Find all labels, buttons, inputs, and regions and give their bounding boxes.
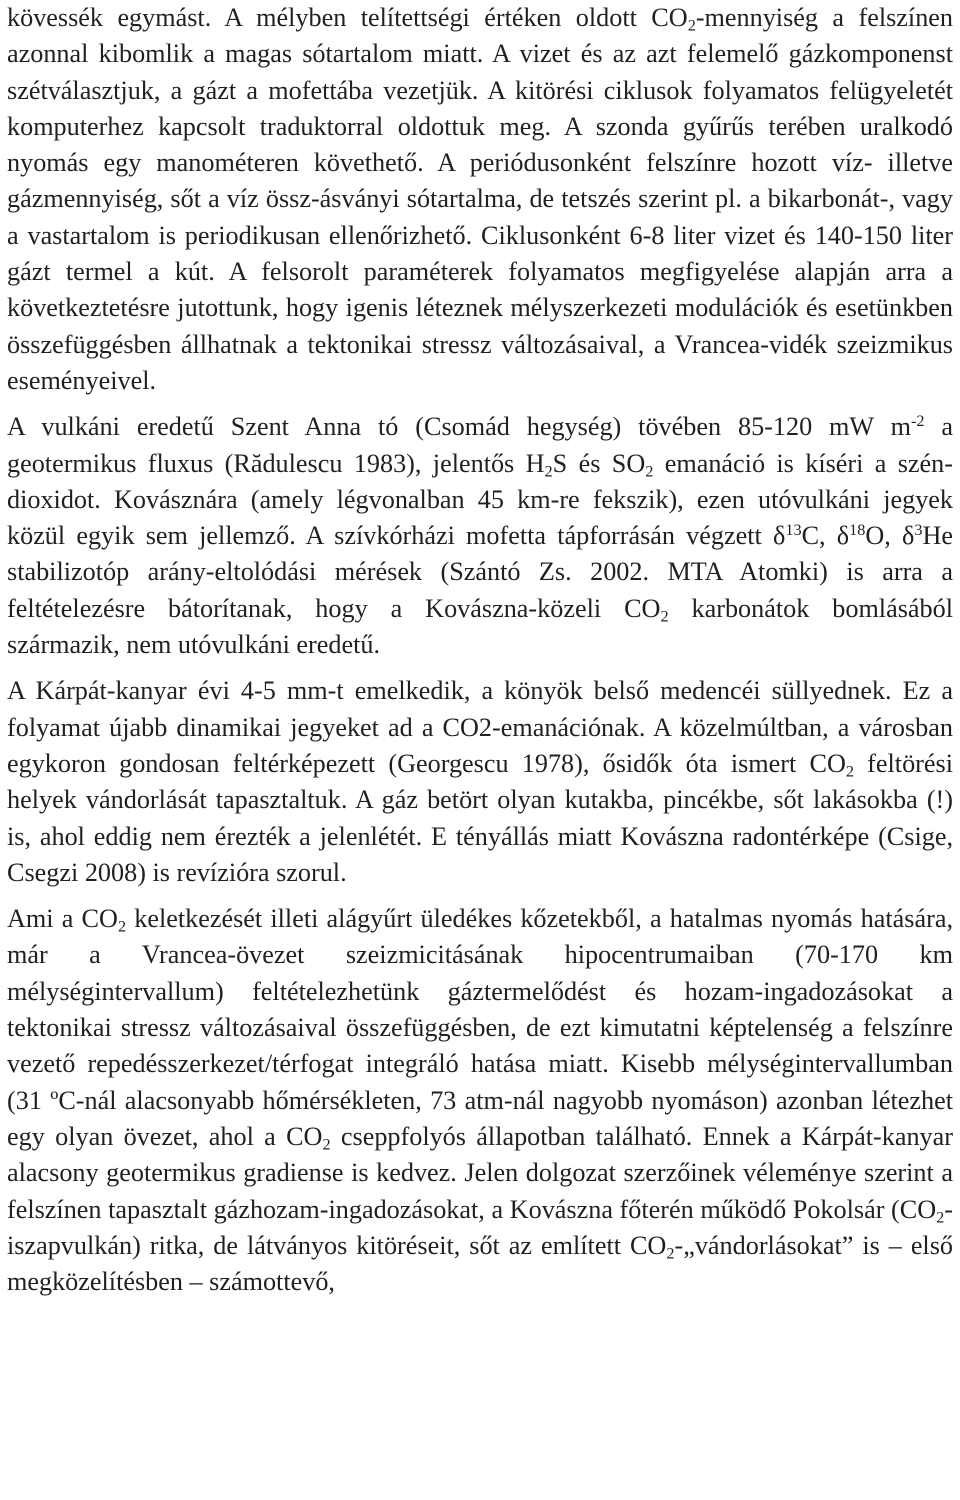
text-run: emanáció is kíséri a szén-dioxidot. Kovásznára (amely légvonalban 45 km-re fekszik), ezen utóvulkáni jegyek közül egyik sem jellemző. A szívkórházi mofetta tápforrásán végzett δ xyxy=(7,448,953,551)
text-run: kövessék egymást. A mélyben telítettségi értéken oldott CO xyxy=(7,3,688,32)
subscript: 2 xyxy=(322,1135,331,1154)
text-run: a geotermikus fluxus (Rădulescu 1983), jelentős H xyxy=(7,412,954,478)
text-run: He stabilizotóp arány-eltolódási mérések (Szántó Zs. 2002. MTA Atomki) is arra a feltételezésre bátorítanak, hogy a Kovászna-közeli CO xyxy=(7,521,953,623)
paragraph-4 xyxy=(7,901,953,1300)
text-run: C, δ xyxy=(801,521,850,551)
text-run: -mennyiség a felszínen azonnal kibomlik a magas sótartalom miatt. A vizet és az azt felemelő gázkomponenst szétválasztjuk, a gázt a mofettába vezetjük. A kitörési ciklusok folyamatos felügyeletét komputerhez kapcsolt traduktorral oldottuk meg. A szonda gyűrűs terében uralkodó nyomás egy manométeren követhető. A periódusonként felszínre hozott víz- illetve gázmennyiség, sőt a víz össz-ásványi sótartalma, de tetszés szerint pl. a bikarbonát-, vagy a vastartalom is periodikusan ellenőrizhető. Ciklusonként 6-8 liter vizet és 140-150 liter gázt termel a kút. A felsorolt paraméterek folyamatos megfigyelése alapján arra a következtetésre jutottunk, hogy igenis léteznek mélyszerkezeti modulációk és esetünkben összefüggésben állhatnak a tektonikai stressz változásaival, a Vrancea-vidék szeizmikus eseményeivel. xyxy=(7,3,954,395)
paragraph-2 xyxy=(7,409,953,663)
text-run: feltörési helyek vándorlását tapasztaltuk. A gáz betört olyan kutakba, pincékbe, sőt lakásokba (!) is, ahol eddig nem érezték a jelenlétét. E tényállás miatt Kovászna radontérképe (Csige, Csegzi 2008) is revízióra szorul. xyxy=(7,748,953,887)
text-run: S és SO xyxy=(552,448,646,478)
paragraph-1 xyxy=(7,0,953,399)
text-run: -„vándorlásokat” is – első megközelítésben – számottevő, xyxy=(7,1230,953,1297)
superscript: -2 xyxy=(910,412,925,431)
subscript: 2 xyxy=(117,917,127,936)
text-run: A Kárpát-kanyar évi 4-5 mm-t emelkedik, a könyök belső medencéi süllyednek. Ez a folyamat újabb dinamikai jegyeket ad a CO2-emanációnak. A közelmúltban, a városban egykoron gondosan feltérképezett (Georgescu 1978), ősidők óta ismert CO xyxy=(7,676,953,778)
text-run: -iszapvulkán) ritka, de látványos kitöréseit, sőt az említett CO xyxy=(7,1194,953,1260)
superscript: 18 xyxy=(849,521,866,540)
superscript: 3 xyxy=(914,521,923,540)
subscript: 2 xyxy=(544,462,553,481)
text-run: O, δ xyxy=(865,521,915,551)
text-run: A vulkáni eredetű Szent Anna tó (Csomád hegység) tövében 85-120 mW m xyxy=(7,412,911,442)
superscript: 13 xyxy=(785,521,802,540)
subscript: 2 xyxy=(687,16,696,35)
subscript: 2 xyxy=(666,1244,675,1263)
subscript: 2 xyxy=(845,762,854,781)
text-run: keletkezését illeti alágyűrt üledékes kőzetekből, a hatalmas nyomás hatására, már a Vrancea-övezet szeizmicitásának hipocentrumaiban (70-170 km mélységintervallum) feltételezhetünk gáztermelődést és hozam-ingadozásokat a tektonikai stressz változásaival összefüggésben, de ezt kimutatni képtelenség a felszínre vezető repedésszerkezet/térfogat integráló hatása miatt. Kisebb mélységintervallumban (31 ºC-nál alacsonyabb hőmérsékleten, 73 atm-nál nagyobb nyomáson) azonban létezhet egy olyan övezet, ahol a CO xyxy=(7,904,953,1151)
subscript: 2 xyxy=(660,607,669,626)
subscript: 2 xyxy=(936,1208,945,1227)
document-page xyxy=(7,0,953,1300)
paragraph-3 xyxy=(7,673,953,891)
subscript: 2 xyxy=(645,462,654,481)
text-run: Ami a CO xyxy=(7,904,118,934)
text-run: cseppfolyós állapotban található. Ennek a Kárpát-kanyar alacsony geotermikus gradiense is kedvez. Jelen dolgozat szerzőinek véleménye szerint a felszínen tapasztalt gázhozam-ingadozásokat, a Kovászna főterén működő Pokolsár (CO xyxy=(7,1121,953,1224)
text-run: karbonátok bomlásából származik, nem utóvulkáni eredetű. xyxy=(7,593,953,660)
